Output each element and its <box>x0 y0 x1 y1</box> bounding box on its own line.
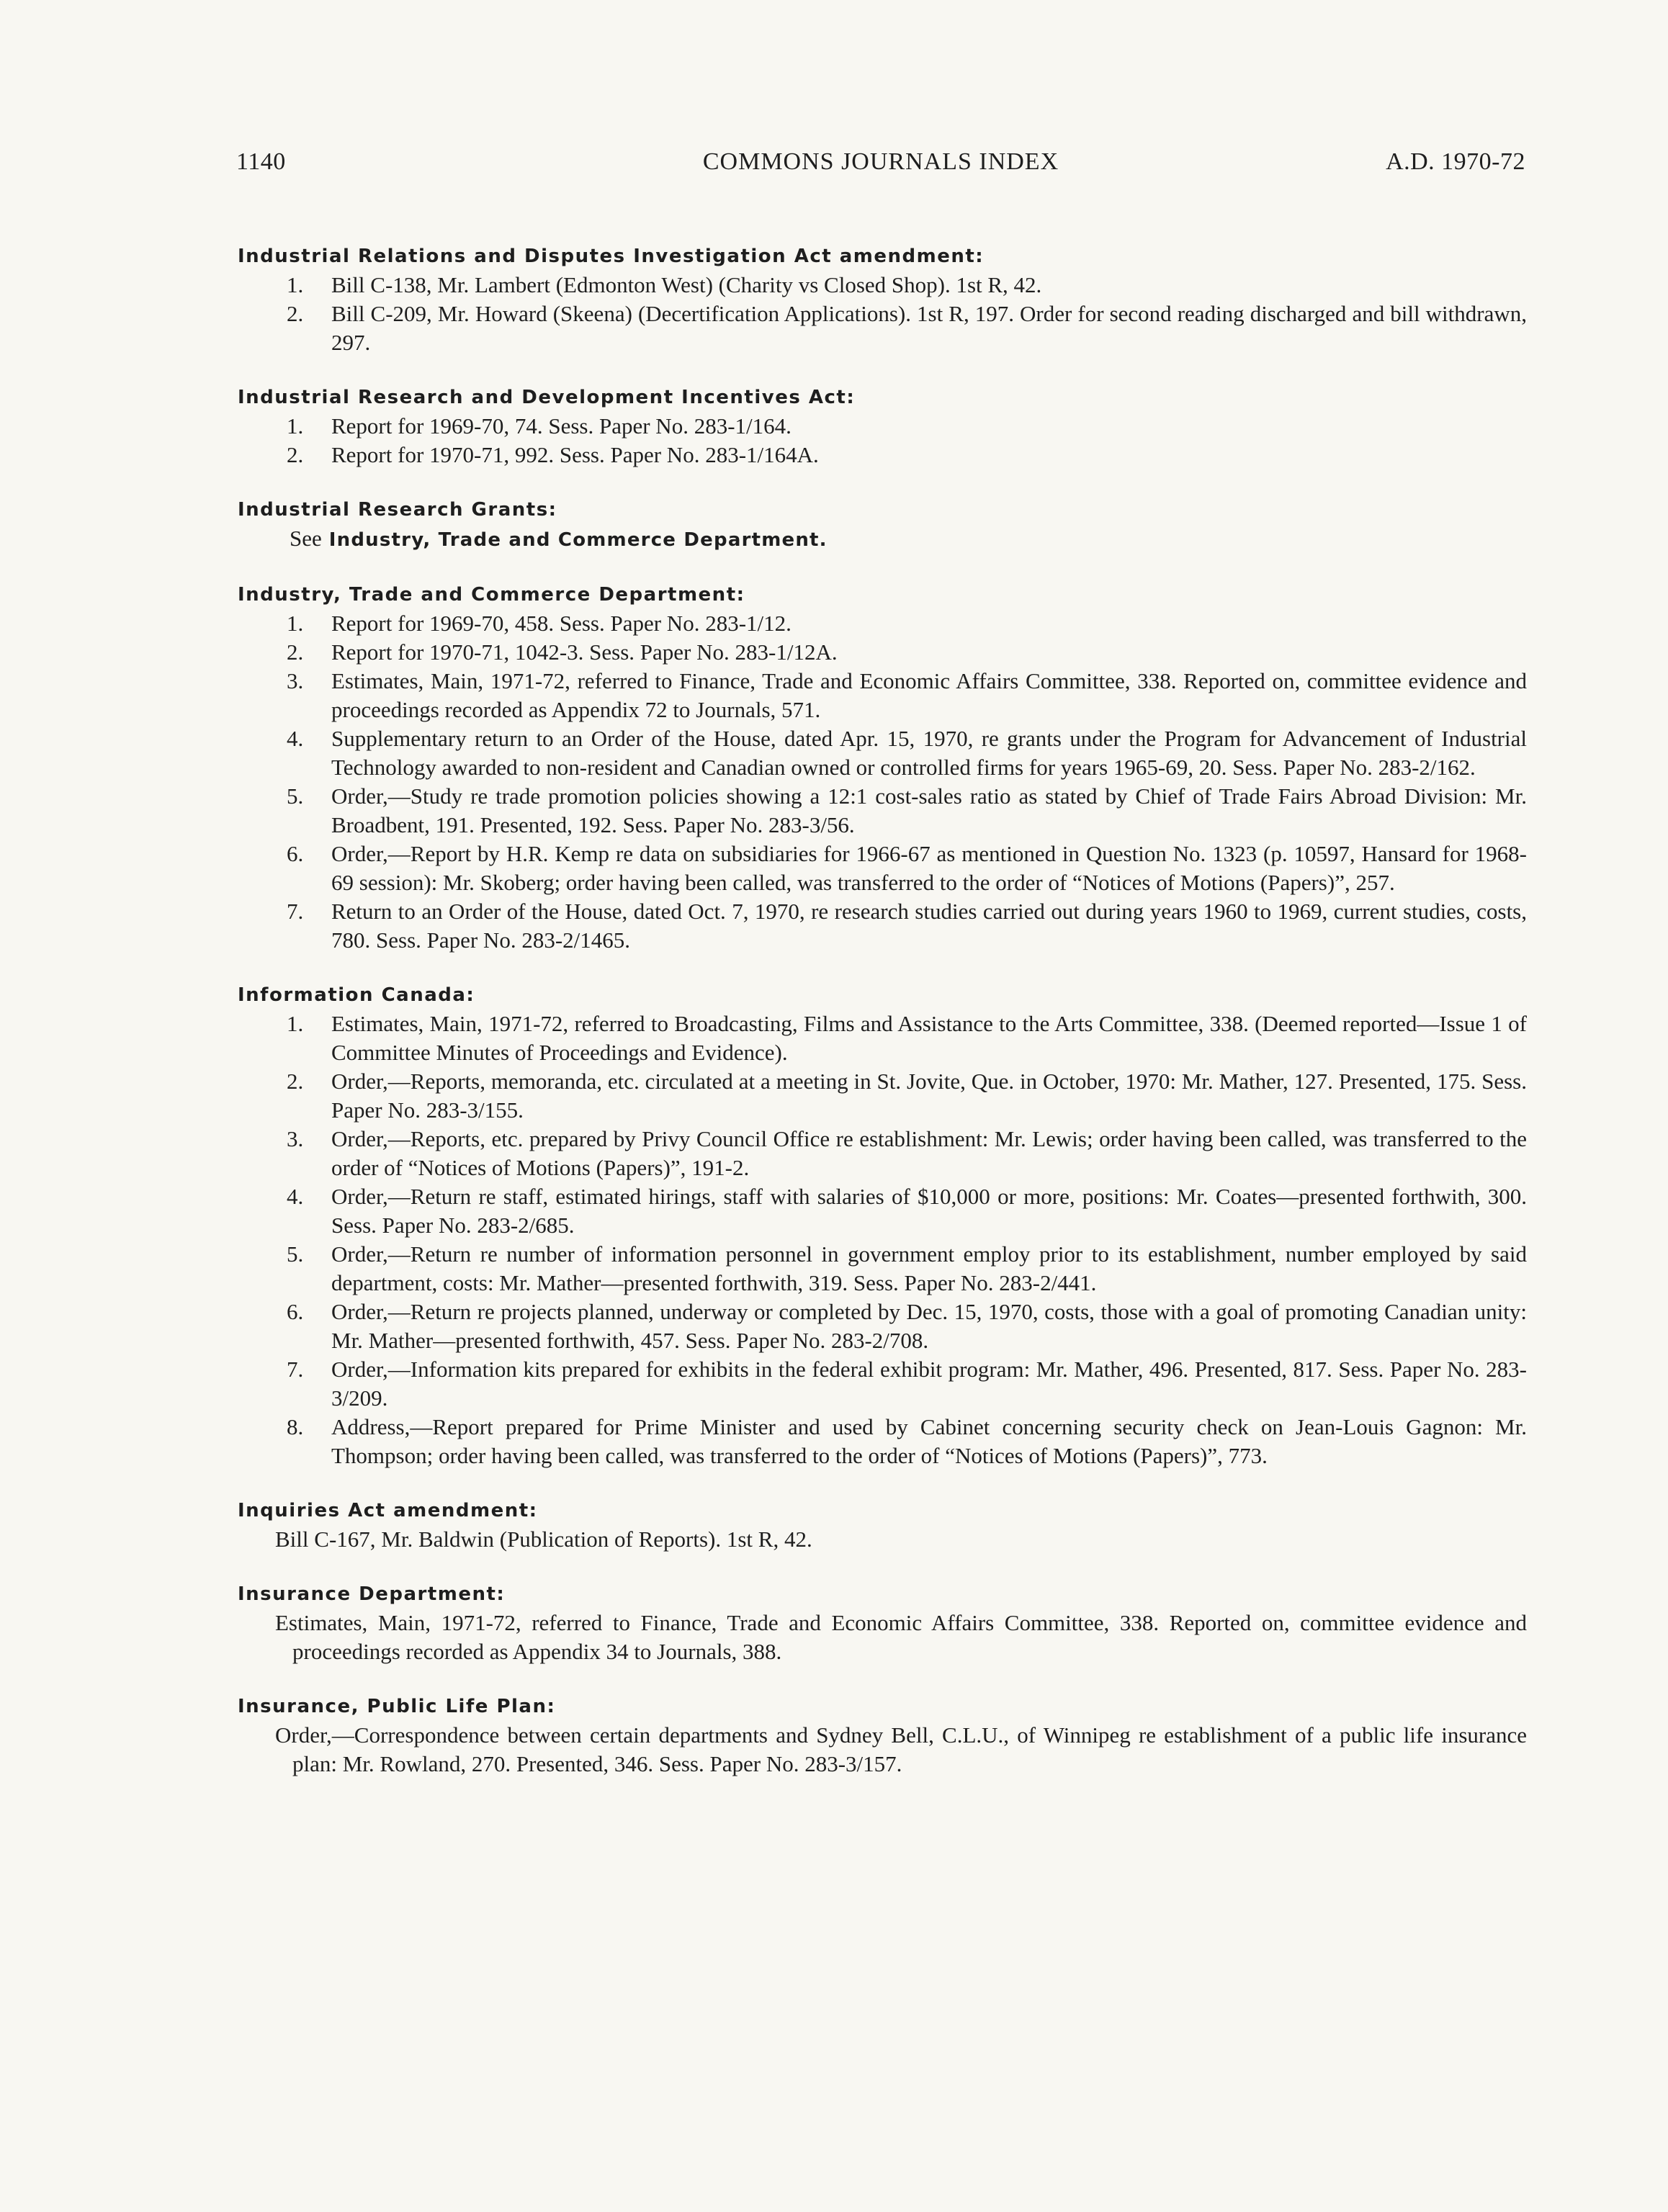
item-number: 6. <box>287 841 304 866</box>
year-range: A.D. 1970-72 <box>1386 148 1525 175</box>
item-text: Estimates, Main, 1971-72, referred to Finance, Trade and Economic Affairs Committee, 338. Reported on, committee evidence and proceedings recorded as Appendix 72 to Journals, 571. <box>331 668 1527 722</box>
item-text: Order,—Information kits prepared for exhibits in the federal exhibit program: Mr. Mather, 496. Presented, 817. Sess. Paper No. 283-3/209. <box>331 1357 1527 1411</box>
item-text: Order,—Return re staff, estimated hirings, staff with salaries of $10,000 or more, positions: Mr. Coates—presented forthwith, 300. Sess. Paper No. 283-2/685. <box>331 1184 1527 1238</box>
index-entry <box>238 495 1527 554</box>
item-text: Order,—Reports, memoranda, etc. circulated at a meeting in St. Jovite, Que. in October, 1970: Mr. Mather, 127. Presented, 175. Sess. Paper No. 283-3/155. <box>331 1069 1527 1123</box>
entry-item <box>238 638 1527 667</box>
see-label: See <box>290 526 322 551</box>
item-number: 2. <box>287 301 304 326</box>
entry-item <box>238 441 1527 469</box>
page-number: 1140 <box>236 148 286 175</box>
item-text: Return to an Order of the House, dated Oct. 7, 1970, re research studies carried out during years 1960 to 1969, current studies, costs, 780. Sess. Paper No. 283-2/1465. <box>331 899 1527 953</box>
index-entry <box>238 981 1527 1470</box>
entry-item <box>238 1298 1527 1355</box>
item-number: 4. <box>287 726 304 751</box>
entry-item <box>238 782 1527 840</box>
entry-heading: Information Canada: <box>238 984 475 1006</box>
item-text: Report for 1970-71, 992. Sess. Paper No. 283-1/164A. <box>331 442 819 467</box>
cross-reference <box>238 524 1527 554</box>
item-number: 8. <box>287 1414 304 1439</box>
item-number: 2. <box>287 639 304 665</box>
item-number: 4. <box>287 1184 304 1209</box>
item-number: 1. <box>287 611 304 636</box>
entry-heading: Industrial Research and Development Incentives Act: <box>238 387 856 408</box>
entry-item <box>238 271 1527 300</box>
item-text: Order,—Report by H.R. Kemp re data on subsidiaries for 1966-67 as mentioned in Question No. 1323 (p. 10597, Hansard for 1968-69 session): Mr. Skoberg; order having been called, was transferred to the order of “Notices of Motions (Papers)”, 257. <box>331 841 1527 895</box>
entry-item <box>238 724 1527 782</box>
item-number: 5. <box>287 783 304 809</box>
item-text: Report for 1970-71, 1042-3. Sess. Paper No. 283-1/12A. <box>331 639 838 665</box>
item-text: Order,—Reports, etc. prepared by Privy Council Office re establishment: Mr. Lewis; order having been called, was transferred to the order of “Notices of Motions (Papers)”, 191-2. <box>331 1126 1527 1180</box>
index-entry <box>238 580 1527 955</box>
item-number: 2. <box>287 1069 304 1094</box>
entry-heading: Industry, Trade and Commerce Department: <box>238 584 745 606</box>
entry-item <box>238 1010 1527 1067</box>
item-text: Address,—Report prepared for Prime Minister and used by Cabinet concerning security check on Jean-Louis Gagnon: Mr. Thompson; order having been called, was transferred to the order of “Notices of Motions (Papers)”, 773. <box>331 1414 1527 1468</box>
item-text: Estimates, Main, 1971-72, referred to Broadcasting, Films and Assistance to the Arts Committee, 338. (Deemed reported—Issue 1 of Committee Minutes of Proceedings and Evidence). <box>331 1011 1527 1065</box>
see-reference-link[interactable]: Industry, Trade and Commerce Department. <box>328 529 828 551</box>
index-entry <box>238 383 1527 469</box>
entry-item-list <box>238 412 1527 469</box>
entry-heading: Insurance, Public Life Plan: <box>238 1696 556 1717</box>
entry-item <box>238 1413 1527 1470</box>
entry-item <box>238 1067 1527 1125</box>
item-number: 7. <box>287 1357 304 1382</box>
index-entry <box>238 1692 1527 1779</box>
journal-title: COMMONS JOURNALS INDEX <box>702 148 1059 175</box>
item-number: 6. <box>287 1299 304 1324</box>
item-text: Supplementary return to an Order of the House, dated Apr. 15, 1970, re grants under the Program for Advancement of Industrial Technology awarded to non-resident and Canadian owned or controlled firms for years 1965-69, 20. Sess. Paper No. 283-2/162. <box>331 726 1527 780</box>
item-text: Bill C-138, Mr. Lambert (Edmonton West) (Charity vs Closed Shop). 1st R, 42. <box>331 272 1042 297</box>
item-number: 5. <box>287 1241 304 1267</box>
item-number: 1. <box>287 413 304 439</box>
index-entry <box>238 1496 1527 1554</box>
entry-item <box>238 667 1527 724</box>
index-entry <box>238 242 1527 357</box>
item-number: 3. <box>287 1126 304 1151</box>
entry-text: Bill C-167, Mr. Baldwin (Publication of Reports). 1st R, 42. <box>275 1527 812 1552</box>
entry-item <box>238 1240 1527 1298</box>
item-text: Order,—Return re projects planned, underway or completed by Dec. 15, 1970, costs, those with a goal of promoting Canadian unity: Mr. Mather—presented forthwith, 457. Sess. Paper No. 283-2/708. <box>331 1299 1527 1353</box>
entry-text: Order,—Correspondence between certain departments and Sydney Bell, C.L.U., of Winnipeg re establishment of a public life insurance plan: Mr. Rowland, 270. Presented, 346. Sess. Paper No. 283-3/157. <box>275 1722 1527 1776</box>
item-number: 2. <box>287 442 304 467</box>
entry-item <box>238 897 1527 955</box>
entry-item-list <box>238 271 1527 357</box>
item-number: 7. <box>287 899 304 924</box>
item-text: Order,—Study re trade promotion policies showing a 12:1 cost-sales ratio as stated by Chief of Trade Fairs Abroad Division: Mr. Broadbent, 191. Presented, 192. Sess. Paper No. 283-3/56. <box>331 783 1527 837</box>
entry-item <box>238 1182 1527 1240</box>
entry-text: Estimates, Main, 1971-72, referred to Finance, Trade and Economic Affairs Committee, 338. Reported on, committee evidence and proceedings recorded as Appendix 34 to Journals, 388. <box>275 1610 1527 1664</box>
item-number: 3. <box>287 668 304 693</box>
entry-heading: Inquiries Act amendment: <box>238 1500 538 1521</box>
entry-item <box>238 1355 1527 1413</box>
entry-item-list <box>238 609 1527 955</box>
item-text: Report for 1969-70, 74. Sess. Paper No. 283-1/164. <box>331 413 792 439</box>
entry-heading: Industrial Research Grants: <box>238 499 557 521</box>
entry-heading: Industrial Relations and Disputes Investigation Act amendment: <box>238 246 985 267</box>
entry-item <box>238 609 1527 638</box>
item-text: Report for 1969-70, 458. Sess. Paper No. 283-1/12. <box>331 611 792 636</box>
entry-item <box>238 840 1527 897</box>
item-text: Order,—Return re number of information personnel in government employ prior to its establishment, number employed by said department, costs: Mr. Mather—presented forthwith, 319. Sess. Paper No. 283-2/441. <box>331 1241 1527 1295</box>
running-head <box>236 148 1525 184</box>
entry-item <box>238 1125 1527 1182</box>
index-entry <box>238 1580 1527 1666</box>
item-number: 1. <box>287 1011 304 1036</box>
index-content <box>238 242 1527 1804</box>
entry-heading: Insurance Department: <box>238 1583 506 1605</box>
item-number: 1. <box>287 272 304 297</box>
entry-item <box>238 412 1527 441</box>
entry-item <box>238 300 1527 357</box>
entry-item-list <box>238 1010 1527 1470</box>
item-text: Bill C-209, Mr. Howard (Skeena) (Decertification Applications). 1st R, 197. Order for second reading discharged and bill withdrawn, 297. <box>331 301 1527 355</box>
